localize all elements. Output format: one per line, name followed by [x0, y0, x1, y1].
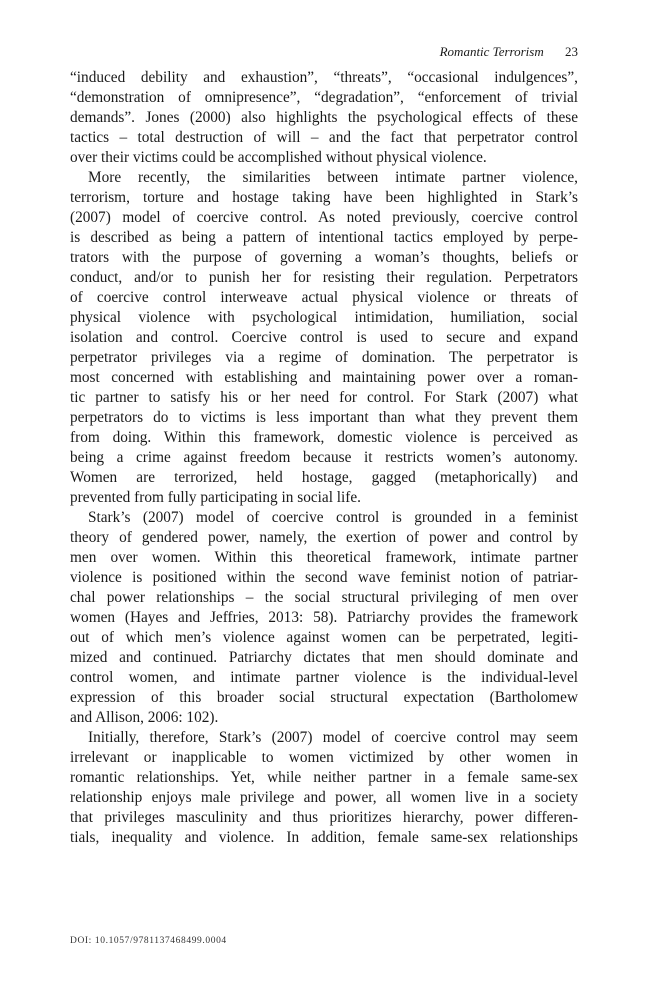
text-line: (2007) model of coercive control. As noted previously, coercive control [70, 209, 578, 226]
text-line: “induced debility and exhaustion”, “threats”, “occasional indulgences”, [70, 69, 578, 86]
text-line: Initially, therefore, Stark’s (2007) model of coercive control may seem [88, 729, 578, 746]
paragraph [70, 68, 578, 168]
text-line: prevented from fully participating in social life. [70, 489, 361, 506]
text-line: of coercive control interweave actual physical violence or threats of [70, 289, 578, 306]
text-line: expression of this broader social structural expectation (Bartholomew [70, 689, 578, 706]
text-line: Women are terrorized, held hostage, gagged (metaphorically) and [70, 469, 578, 486]
text-line: More recently, the similarities between intimate partner violence, [88, 169, 578, 186]
text-line: tials, inequality and violence. In addition, female same-sex relationships [70, 829, 578, 846]
text-line: most concerned with establishing and maintaining power over a roman- [70, 369, 578, 386]
text-line: and Allison, 2006: 102). [70, 709, 219, 726]
paragraph [70, 508, 578, 728]
text-line: chal power relationships – the social structural privileging of men over [70, 589, 578, 606]
body-text [70, 68, 578, 848]
text-line: perpetrator privileges via a regime of domination. The perpetrator is [70, 349, 578, 366]
running-head [440, 44, 578, 60]
running-title: Romantic Terrorism [439, 44, 544, 59]
text-line: demands”. Jones (2000) also highlights the psychological effects of these [70, 109, 578, 126]
page-number: 23 [565, 44, 578, 59]
paragraph [70, 168, 578, 508]
text-line: “demonstration of omnipresence”, “degradation”, “enforcement of trivial [70, 89, 578, 106]
text-line: women (Hayes and Jeffries, 2013: 58). Patriarchy provides the framework [70, 609, 578, 626]
text-line: romantic relationships. Yet, while neither partner in a female same-sex [70, 769, 578, 786]
text-line: tic partner to satisfy his or her need for control. For Stark (2007) what [70, 389, 578, 406]
text-line: over their victims could be accomplished without physical violence. [70, 149, 487, 166]
text-line: perpetrators do to victims is less important than what they prevent them [70, 409, 578, 426]
text-line: being a crime against freedom because it restricts women’s autonomy. [70, 449, 578, 466]
text-line: terrorism, torture and hostage taking have been highlighted in Stark’s [70, 189, 578, 206]
text-line: trators with the purpose of governing a woman’s thoughts, beliefs or [70, 249, 578, 266]
text-line: control women, and intimate partner violence is the individual-level [70, 669, 578, 686]
text-line: from doing. Within this framework, domestic violence is perceived as [70, 429, 578, 446]
text-line: irrelevant or inapplicable to women victimized by other women in [70, 749, 578, 766]
doi-footer: DOI: 10.1057/9781137468499.0004 [70, 936, 227, 946]
paragraph [70, 728, 578, 848]
text-line: isolation and control. Coercive control is used to secure and expand [70, 329, 578, 346]
text-line: conduct, and/or to punish her for resisting their regulation. Perpetrators [70, 269, 578, 286]
text-line: relationship enjoys male privilege and power, all women live in a society [70, 789, 578, 806]
text-line: is described as being a pattern of intentional tactics employed by perpe- [70, 229, 578, 246]
text-line: out of which men’s violence against women can be perpetrated, legiti- [70, 629, 578, 646]
text-line: Stark’s (2007) model of coercive control is grounded in a feminist [88, 509, 578, 526]
text-line: mized and continued. Patriarchy dictates that men should dominate and [70, 649, 578, 666]
text-line: physical violence with psychological intimidation, humiliation, social [70, 309, 578, 326]
text-line: violence is positioned within the second wave feminist notion of patriar- [70, 569, 578, 586]
text-line: tactics – total destruction of will – and the fact that perpetrator control [70, 129, 578, 146]
text-line: men over women. Within this theoretical framework, intimate partner [70, 549, 578, 566]
text-line: theory of gendered power, namely, the exertion of power and control by [70, 529, 578, 546]
text-line: that privileges masculinity and thus prioritizes hierarchy, power differen- [70, 809, 578, 826]
